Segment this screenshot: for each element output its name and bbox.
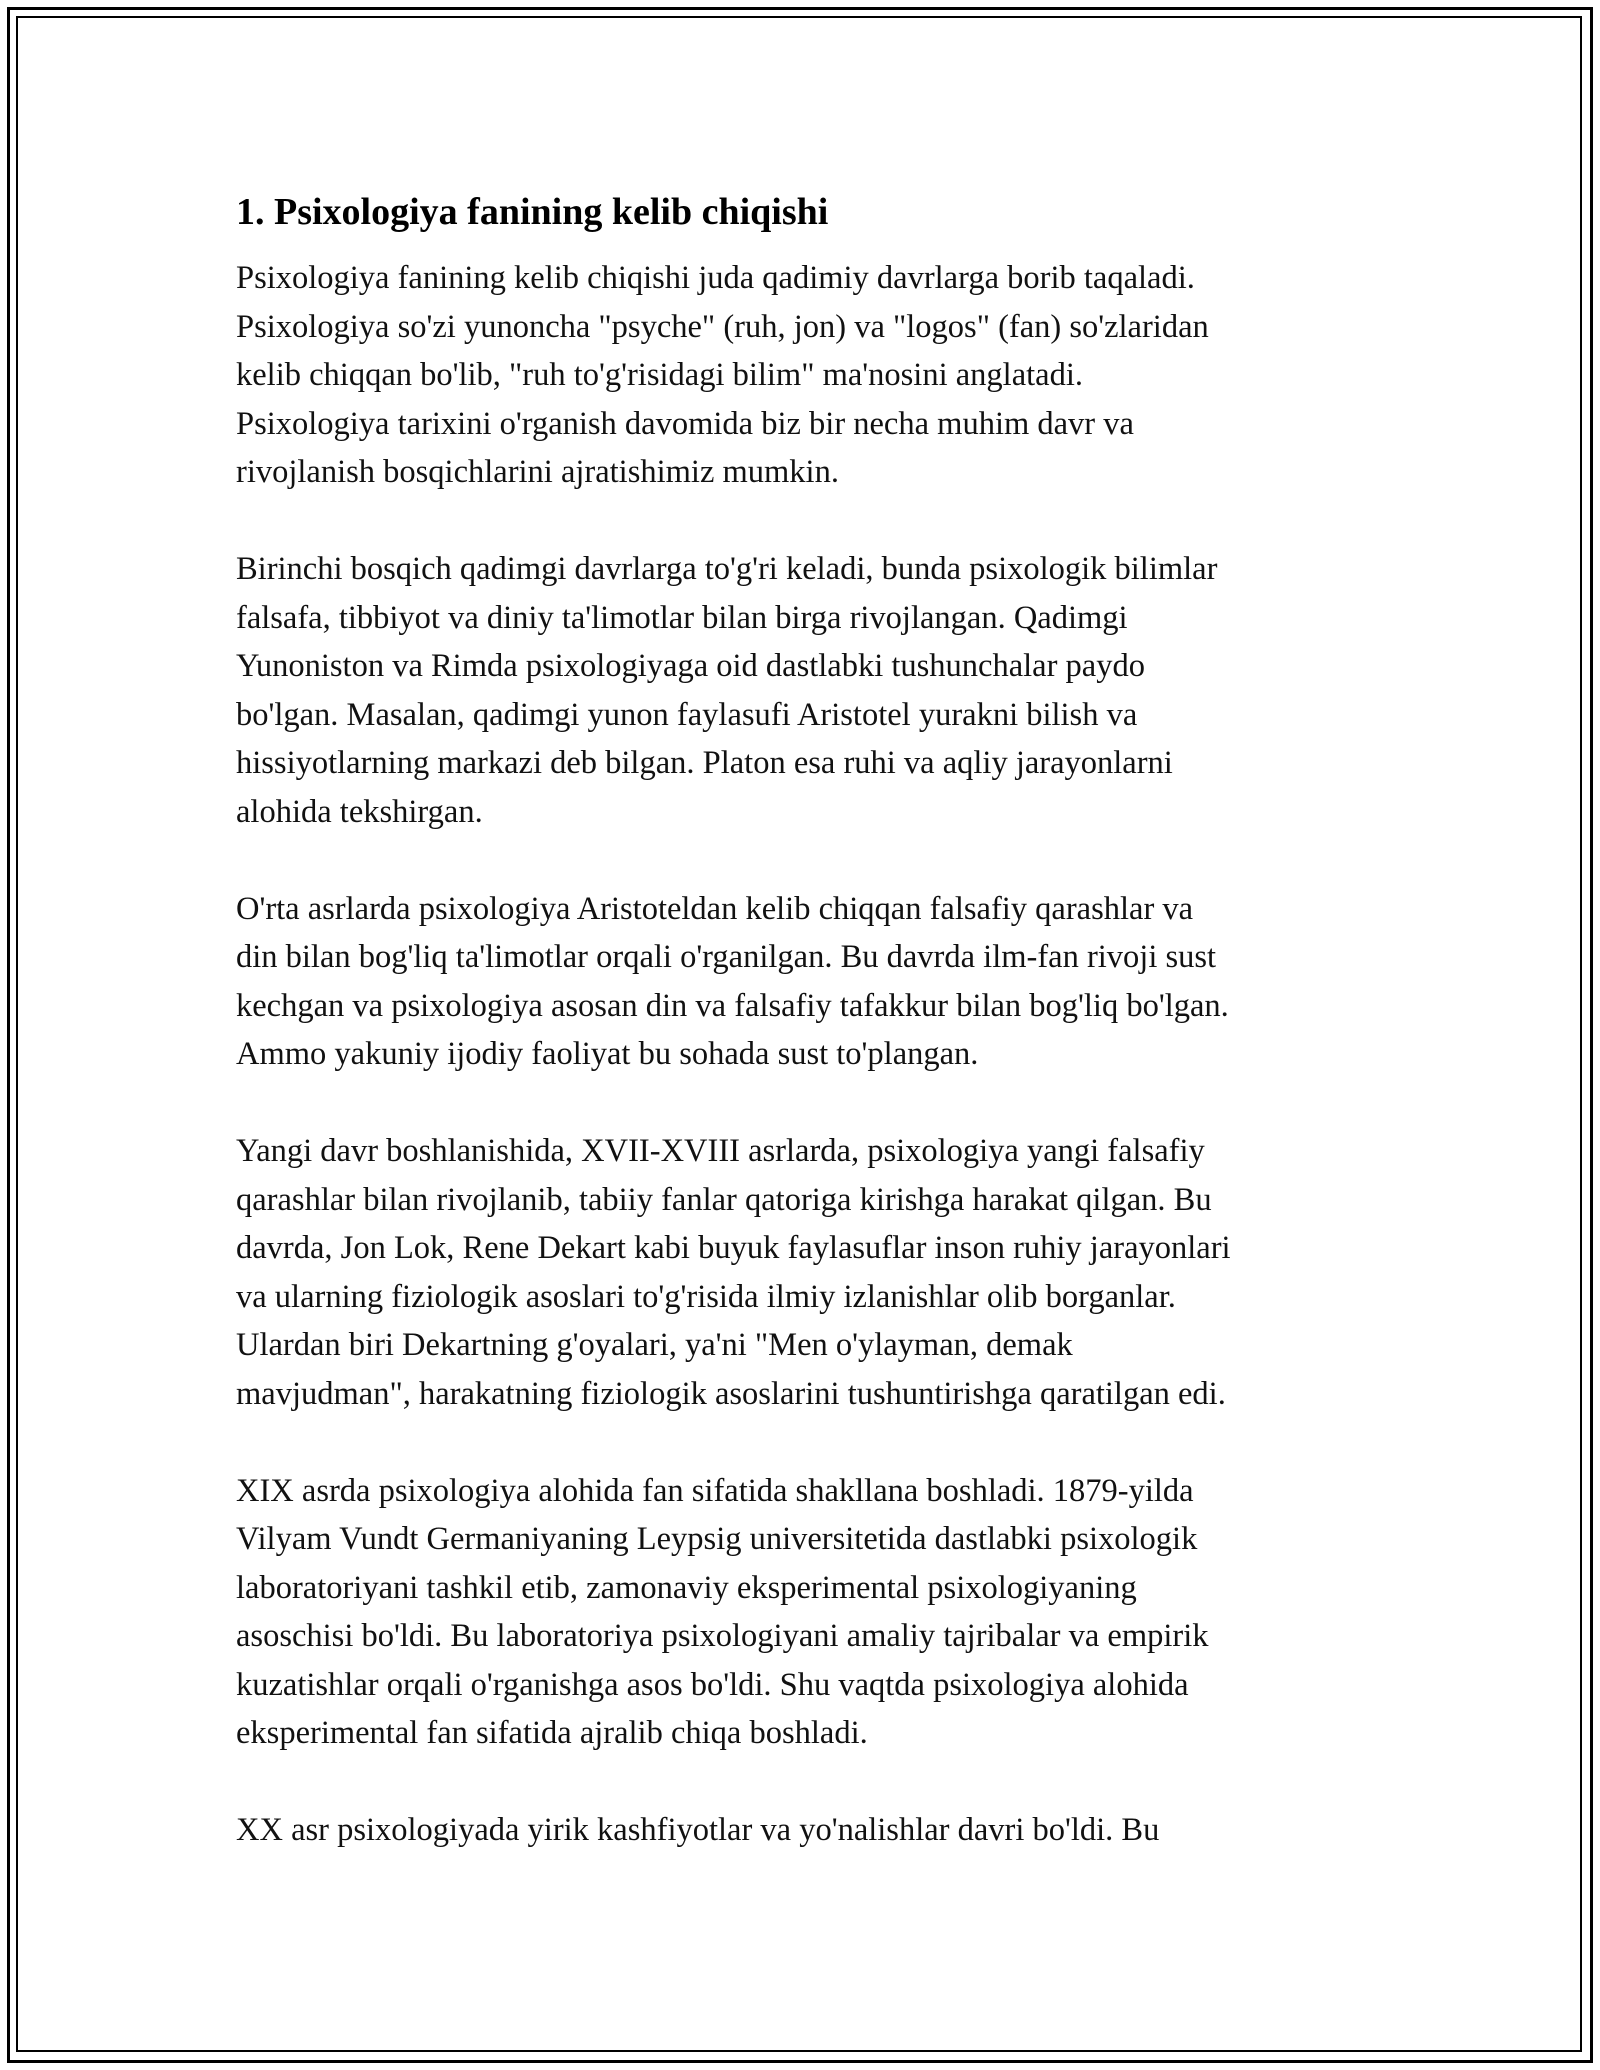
section-heading: 1. Psixologiya fanining kelib chiqishi [236,191,829,233]
text-line: kechgan va psixologiya asosan din va falsafiy tafakkur bilan bog'liq bo'lgan. [236,987,1229,1024]
text-line: eksperimental fan sifatida ajralib chiqa boshladi. [236,1715,868,1751]
text-line: falsafa, tibbiyot va diniy ta'limotlar bilan birga rivojlangan. Qadimgi [236,599,1128,636]
text-line: hissiyotlarning markazi deb bilgan. Platon esa ruhi va aqliy jarayonlarni [236,745,1173,781]
paragraph-ancient-period [236,545,1366,836]
text-line: Yangi davr boshlanishida, XVII-XVIII asrlarda, psixologiya yangi falsafiy [236,1133,1205,1169]
text-line: O'rta asrlarda psixologiya Aristoteldan kelib chiqqan falsafiy qarashlar va [236,890,1194,927]
paragraph-new-era [236,1127,1366,1418]
paragraph-middle-ages [236,885,1366,1079]
text-line: mavjudman", harakatning fiziologik asoslarini tushuntirishga qaratilgan edi. [236,1375,1226,1412]
paragraph-20th-century [236,1806,1366,1855]
text-line: Vilyam Vundt Germaniyaning Leypsig universitetida dastlabki psixologik [236,1521,1198,1557]
text-line: XIX asrda psixologiya alohida fan sifatida shakllana boshladi. 1879-yilda [236,1472,1194,1509]
text-line: Ulardan biri Dekartning g'oyalari, ya'ni "Men o'ylayman, demak [236,1327,1073,1363]
text-line: kuzatishlar orqali o'rganishga asos bo'ldi. Shu vaqtda psixologiya alohida [236,1666,1189,1703]
text-line: asoschisi bo'ldi. Bu laboratoriya psixologiyani amaliy tajribalar va empirik [236,1618,1209,1654]
text-line: Psixologiya so'zi yunoncha "psyche" (ruh, jon) va "logos" (fan) so'zlaridan [236,308,1209,345]
paragraph-origins [236,254,1366,497]
text-line: Psixologiya tarixini o'rganish davomida biz bir necha muhim davr va [236,405,1134,442]
text-line: Yunoniston va Rimda psixologiyaga oid dastlabki tushunchalar paydo [236,648,1145,684]
text-line: Birinchi bosqich qadimgi davrlarga to'g'ri keladi, bunda psixologik bilimlar [236,551,1218,587]
text-line: qarashlar bilan rivojlanib, tabiiy fanlar qatoriga kirishga harakat qilgan. Bu [236,1181,1212,1218]
document-body [236,184,1366,1903]
text-line: kelib chiqqan bo'lib, "ruh to'g'risidagi bilim" ma'nosini anglatadi. [236,357,1083,393]
text-line: laboratoriyani tashkil etib, zamonaviy eksperimental psixologiyaning [236,1569,1137,1606]
text-line: davrda, Jon Lok, Rene Dekart kabi buyuk faylasuflar inson ruhiy jarayonlari [236,1230,1231,1266]
text-line: Ammo yakuniy ijodiy faoliyat bu sohada sust to'plangan. [236,1036,979,1072]
text-line: rivojlanish bosqichlarini ajratishimiz mumkin. [236,454,839,490]
text-line: XX asr psixologiyada yirik kashfiyotlar va yo'nalishlar davri bo'ldi. Bu [236,1812,1160,1848]
text-line: Psixologiya fanining kelib chiqishi juda qadimiy davrlarga borib taqaladi. [236,260,1195,296]
text-line: bo'lgan. Masalan, qadimgi yunon faylasufi Aristotel yurakni bilish va [236,696,1138,733]
text-line: va ularning fiziologik asoslari to'g'risida ilmiy izlanishlar olib borganlar. [236,1278,1176,1315]
text-line: alohida tekshirgan. [236,793,483,830]
text-line: din bilan bog'liq ta'limotlar orqali o'rganilgan. Bu davrda ilm-fan rivoji sust [236,939,1217,975]
paragraph-19th-century [236,1467,1366,1758]
